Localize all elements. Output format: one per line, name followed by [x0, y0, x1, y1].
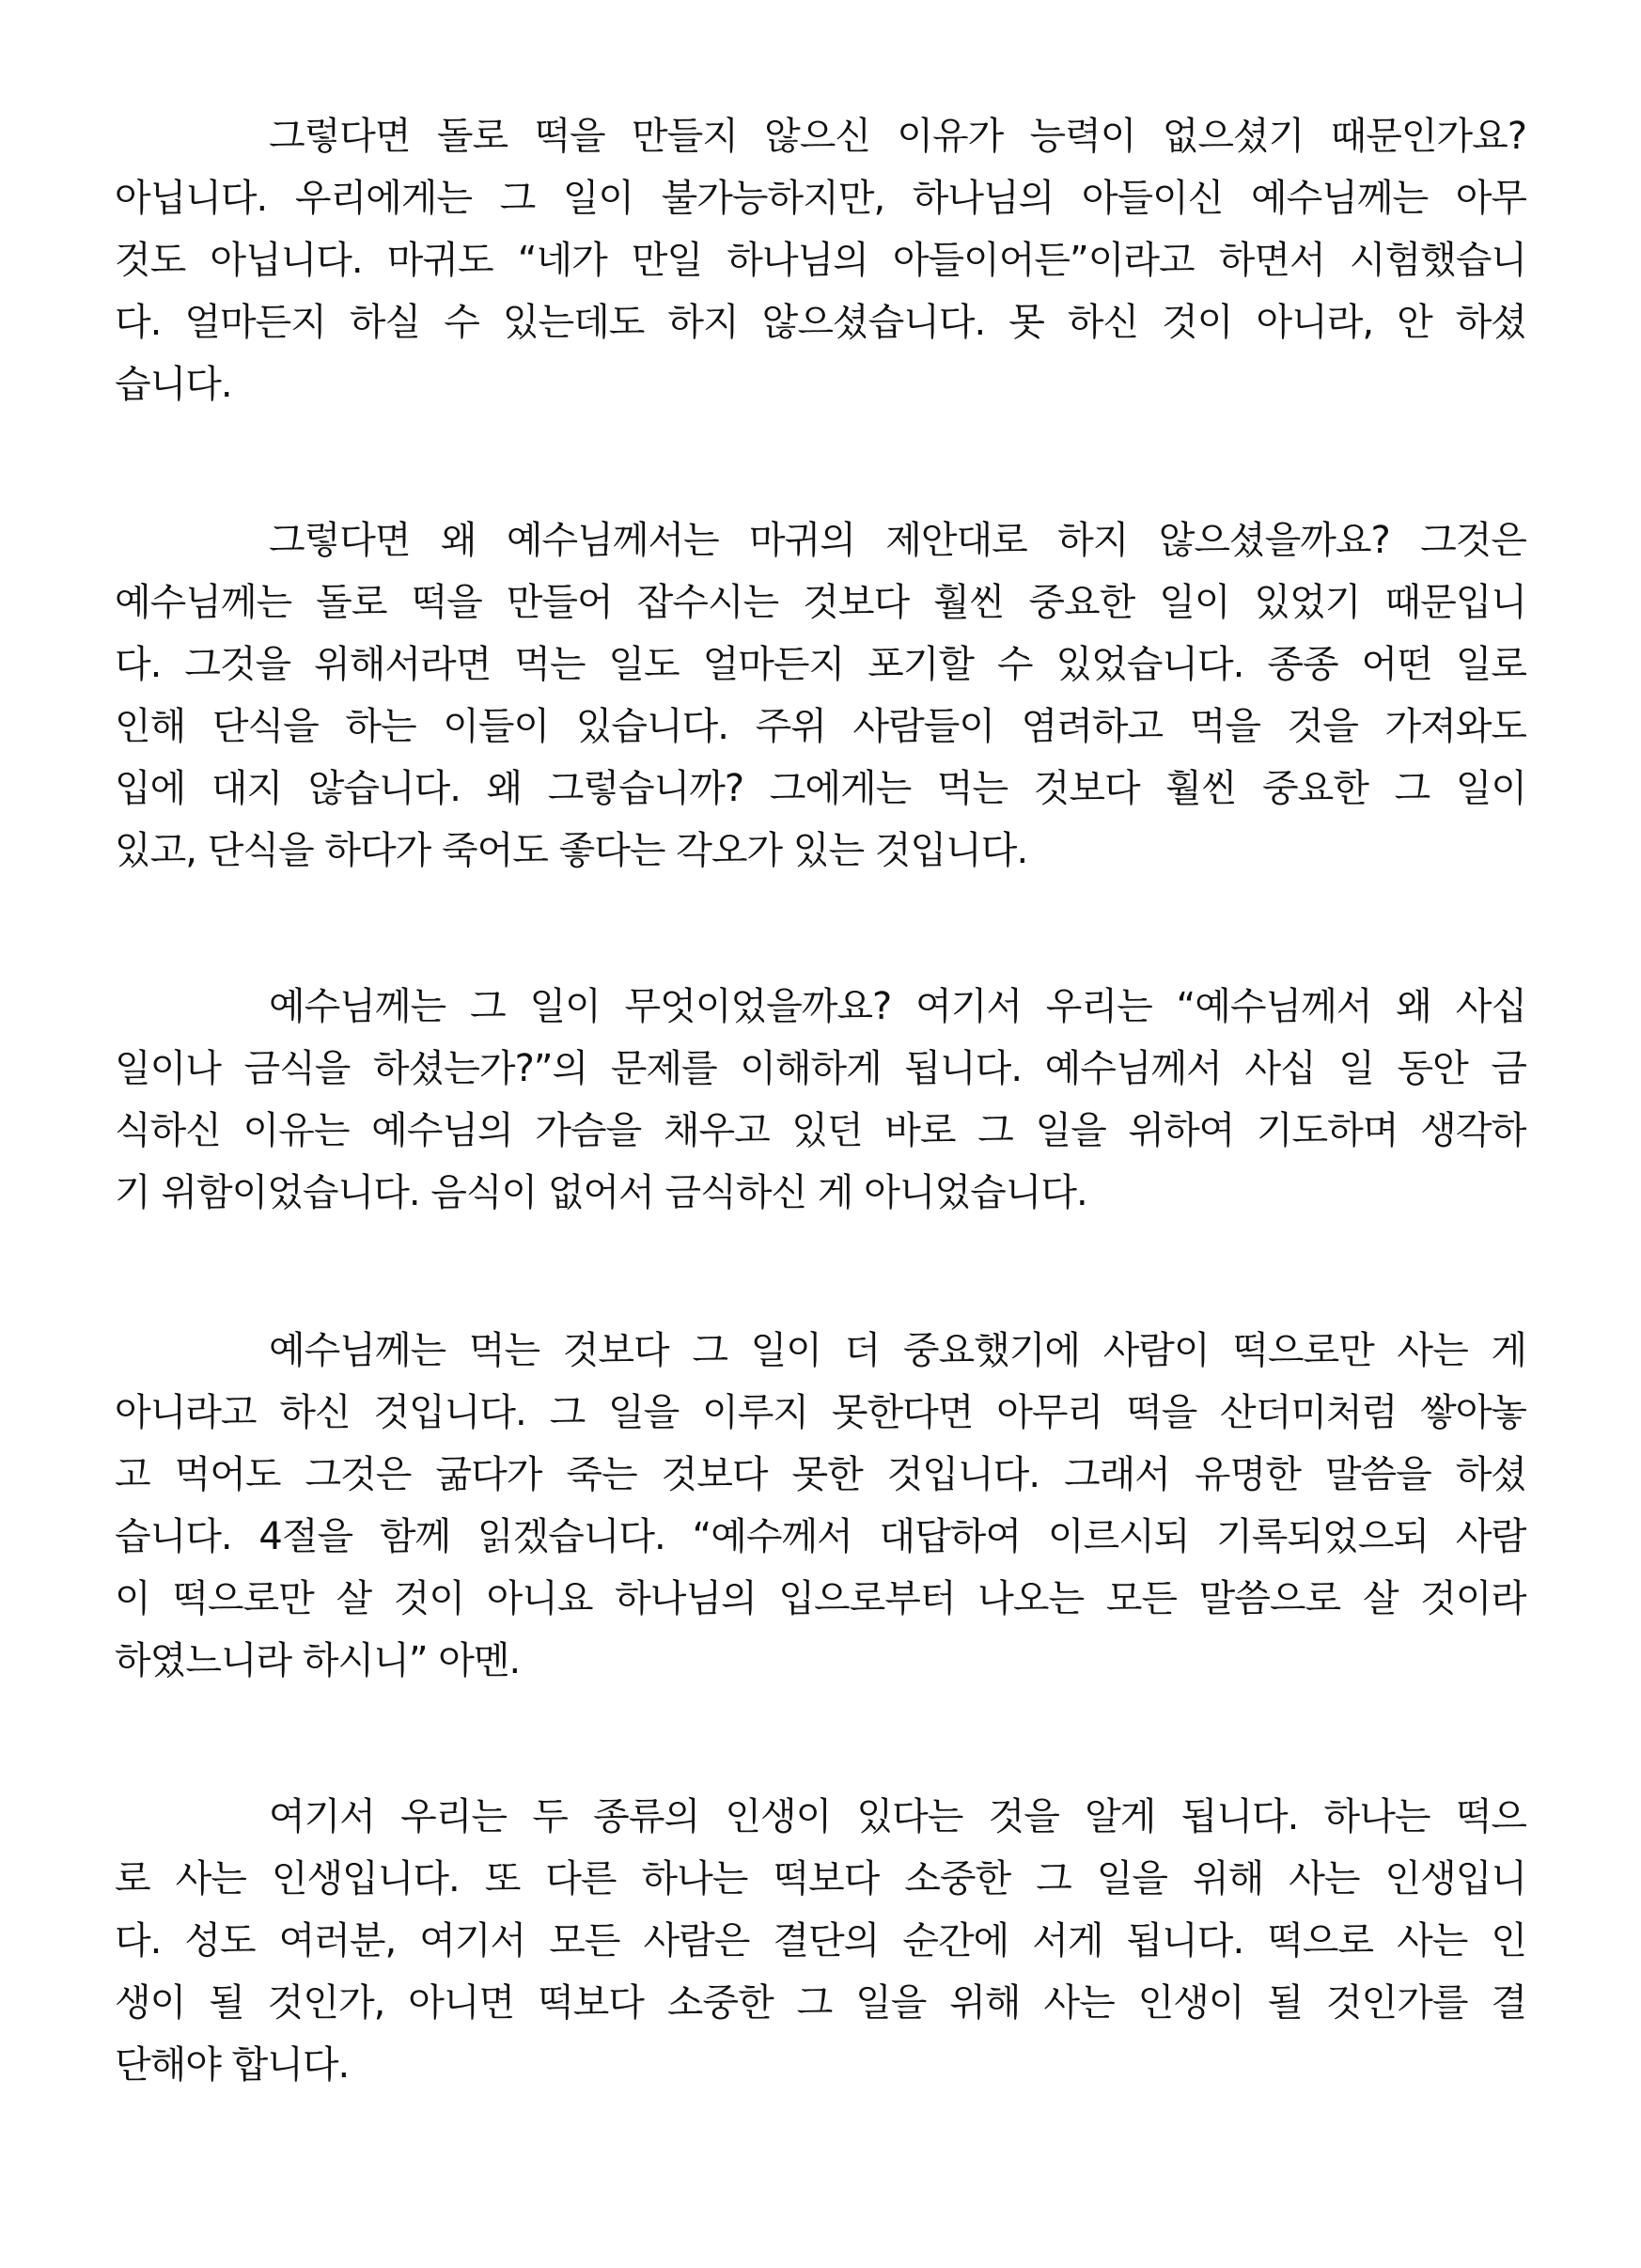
paragraph-line: 그렇다면 돌로 떡을 만들지 않으신 이유가 능력이 없으셨기 때문인가요?: [269, 115, 1526, 158]
paragraph-4: [115, 1320, 1526, 1692]
paragraph-line: 예수님께는 먹는 것보다 그 일이 더 중요했기에 사람이 떡으로만 사는 게: [269, 1329, 1526, 1372]
paragraph-2: [115, 509, 1526, 882]
paragraph-line: 그렇다면 왜 예수님께서는 마귀의 제안대로 하지 않으셨을까요? 그것은: [269, 519, 1526, 562]
paragraph-line: 다. 얼마든지 하실 수 있는데도 하지 않으셨습니다. 못 하신 것이 아니라, 안 하셨: [115, 301, 1526, 344]
paragraph-line: 습니다.: [115, 363, 232, 406]
paragraph-line: 식하신 이유는 예수님의 가슴을 채우고 있던 바로 그 일을 위하여 기도하며 생각하: [115, 1109, 1526, 1152]
paragraph-line: 다. 성도 여러분, 여기서 모든 사람은 결단의 순간에 서게 됩니다. 떡으로 사는 인: [115, 1919, 1526, 1963]
paragraph-line: 입에 대지 않습니다. 왜 그렇습니까? 그에게는 먹는 것보다 훨씬 중요한 그 일이: [115, 767, 1526, 810]
paragraph-line: 아니라고 하신 것입니다. 그 일을 이루지 못한다면 아무리 떡을 산더미처럼 쌓아놓: [115, 1391, 1526, 1434]
paragraph-line: 생이 될 것인가, 아니면 떡보다 소중한 그 일을 위해 사는 인생이 될 것인가를 결: [115, 1981, 1526, 2025]
paragraph-line: 아닙니다. 우리에게는 그 일이 불가능하지만, 하나님의 아들이신 예수님께는 아무: [115, 177, 1526, 220]
paragraph-5: [115, 1786, 1526, 2096]
paragraph-line: 예수님께는 돌로 떡을 만들어 잡수시는 것보다 훨씬 중요한 일이 있었기 때문입니: [115, 581, 1526, 624]
paragraph-3: [115, 976, 1526, 1224]
paragraph-line: 하였느니라 하시니” 아멘.: [115, 1639, 521, 1682]
paragraph-line: 것도 아닙니다. 마귀도 “네가 만일 하나님의 아들이어든”이라고 하면서 시험했습니: [115, 239, 1526, 282]
paragraph-line: 이 떡으로만 살 것이 아니요 하나님의 입으로부터 나오는 모든 말씀으로 살 것이라: [115, 1577, 1526, 1620]
paragraph-line: 다. 그것을 위해서라면 먹는 일도 얼마든지 포기할 수 있었습니다. 종종 어떤 일로: [115, 643, 1526, 686]
paragraph-line: 여기서 우리는 두 종류의 인생이 있다는 것을 알게 됩니다. 하나는 떡으: [269, 1795, 1526, 1838]
paragraph-1: [115, 105, 1526, 415]
paragraph-line: 인해 단식을 하는 이들이 있습니다. 주위 사람들이 염려하고 먹을 것을 가져와도: [115, 705, 1526, 748]
paragraph-line: 일이나 금식을 하셨는가?”의 문제를 이해하게 됩니다. 예수님께서 사십 일 동안 금: [115, 1047, 1526, 1090]
paragraph-line: 고 먹어도 그것은 굶다가 죽는 것보다 못한 것입니다. 그래서 유명한 말씀을 하셨: [115, 1453, 1526, 1496]
paragraph-line: 있고, 단식을 하다가 죽어도 좋다는 각오가 있는 것입니다.: [115, 829, 1028, 872]
paragraph-line: 로 사는 인생입니다. 또 다른 하나는 떡보다 소중한 그 일을 위해 사는 인생입니: [115, 1857, 1526, 1900]
paragraph-line: 예수님께는 그 일이 무엇이었을까요? 여기서 우리는 “예수님께서 왜 사십: [269, 985, 1526, 1028]
paragraph-line: 습니다. 4절을 함께 읽겠습니다. “예수께서 대답하여 이르시되 기록되었으되 사람: [115, 1515, 1526, 1558]
paragraph-line: 기 위함이었습니다. 음식이 없어서 금식하신 게 아니었습니다.: [115, 1171, 1087, 1214]
paragraph-line: 단해야 합니다.: [115, 2043, 350, 2087]
